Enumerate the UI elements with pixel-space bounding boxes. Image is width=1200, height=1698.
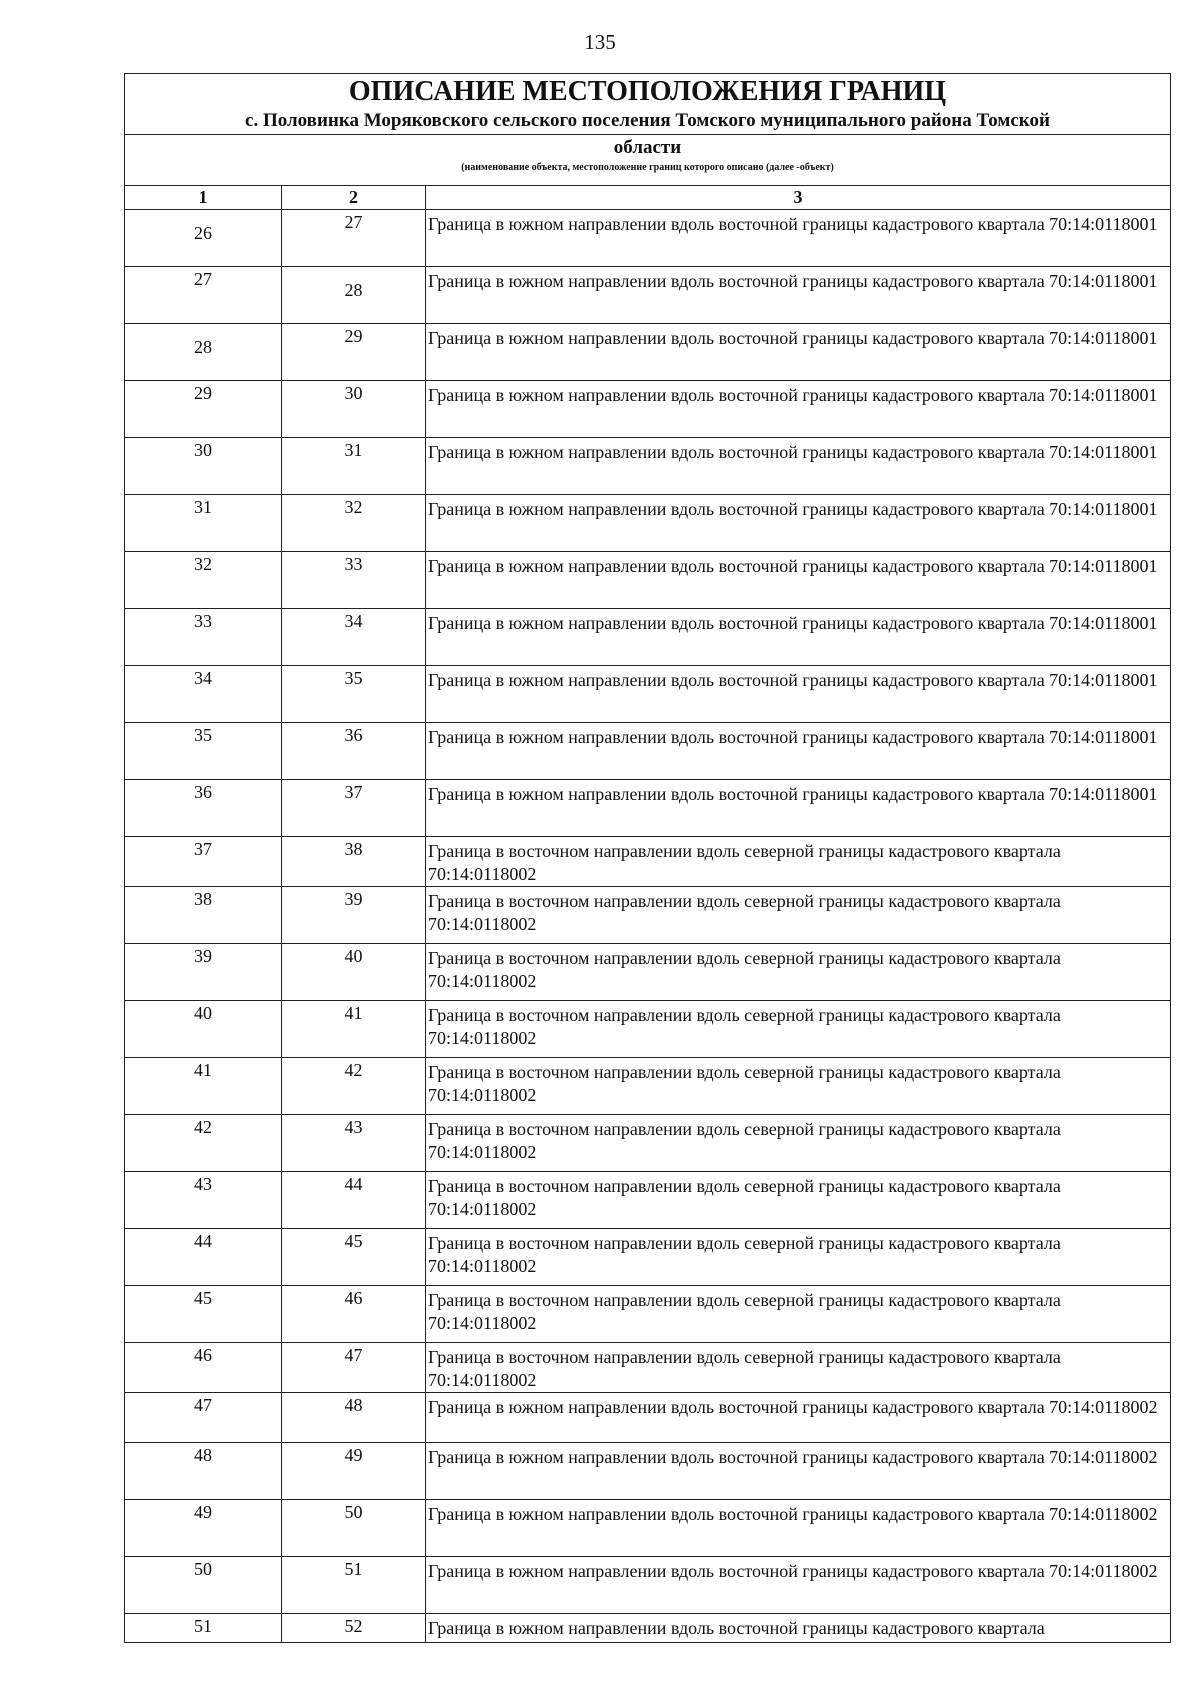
boundary-description-cell-text: Граница в восточном направлении вдоль северной границы кадастрового квартала 70:14:0118002 — [428, 1062, 1061, 1105]
end-point-cell-text: 27 — [344, 212, 363, 232]
table-row — [125, 1001, 1171, 1058]
boundary-description-cell — [426, 1443, 1171, 1500]
start-point-cell — [125, 381, 282, 438]
table-row — [125, 1614, 1171, 1643]
boundary-description-cell — [426, 1500, 1171, 1557]
start-point-cell — [125, 1058, 282, 1115]
document-title: ОПИСАНИЕ МЕСТОПОЛОЖЕНИЯ ГРАНИЦ — [348, 76, 947, 107]
boundary-description-cell — [426, 1557, 1171, 1614]
boundary-description-cell-text: Граница в южном направлении вдоль восточной границы кадастрового квартала — [428, 1618, 1045, 1638]
start-point-cell-text: 49 — [194, 1502, 212, 1522]
table-row — [125, 552, 1171, 609]
boundary-description-cell-text: Граница в южном направлении вдоль восточной границы кадастрового квартала 70:14:0118001 — [428, 670, 1158, 690]
table-body — [125, 74, 1171, 1643]
boundary-description-cell-text: Граница в южном направлении вдоль восточной границы кадастрового квартала 70:14:0118001 — [428, 613, 1158, 633]
boundary-description-cell — [426, 1172, 1171, 1229]
start-point-cell — [125, 780, 282, 837]
end-point-cell-text: 36 — [344, 725, 363, 745]
boundary-description-cell-text: Граница в южном направлении вдоль восточной границы кадастрового квартала 70:14:0118001 — [428, 328, 1158, 348]
boundary-description-cell — [426, 495, 1171, 552]
end-point-cell-text: 47 — [344, 1345, 363, 1365]
start-point-cell-text: 33 — [194, 611, 212, 631]
boundary-description-cell — [426, 887, 1171, 944]
boundary-description-cell-text: Граница в южном направлении вдоль восточной границы кадастрового квартала 70:14:0118001 — [428, 727, 1158, 747]
boundary-description-cell — [426, 1614, 1171, 1643]
start-point-cell — [125, 267, 282, 324]
start-point-cell-text: 44 — [194, 1231, 212, 1251]
boundary-description-cell — [426, 1393, 1171, 1443]
end-point-cell-text: 48 — [344, 1395, 363, 1415]
start-point-cell — [125, 1500, 282, 1557]
start-point-cell — [125, 210, 282, 267]
boundary-description-cell-text: Граница в восточном направлении вдоль северной границы кадастрового квартала 70:14:0118002 — [428, 841, 1061, 884]
table-row — [125, 1058, 1171, 1115]
end-point-cell-text: 28 — [344, 280, 363, 300]
start-point-cell-text: 39 — [194, 946, 212, 966]
end-point-cell-text: 42 — [344, 1060, 363, 1080]
start-point-cell — [125, 552, 282, 609]
boundary-description-cell — [426, 552, 1171, 609]
boundary-description-cell — [426, 324, 1171, 381]
table-row — [125, 1343, 1171, 1393]
end-point-cell — [282, 381, 426, 438]
start-point-cell — [125, 1614, 282, 1643]
end-point-cell — [282, 723, 426, 780]
boundary-description-cell-text: Граница в восточном направлении вдоль северной границы кадастрового квартала 70:14:0118002 — [428, 1233, 1061, 1276]
boundary-description-cell — [426, 944, 1171, 1001]
title-row — [125, 74, 1171, 135]
end-point-cell-text: 37 — [344, 782, 363, 802]
boundary-description-cell — [426, 267, 1171, 324]
boundary-description-cell — [426, 210, 1171, 267]
column-header-row — [125, 186, 1171, 210]
end-point-cell — [282, 1058, 426, 1115]
end-point-cell-text: 44 — [344, 1174, 363, 1194]
end-point-cell-text: 31 — [344, 440, 363, 460]
end-point-cell — [282, 267, 426, 324]
start-point-cell — [125, 1115, 282, 1172]
boundary-description-cell-text: Граница в южном направлении вдоль восточной границы кадастрового квартала 70:14:0118002 — [428, 1504, 1158, 1524]
start-point-cell-text: 41 — [194, 1060, 212, 1080]
table-row — [125, 837, 1171, 887]
end-point-cell-text: 35 — [344, 668, 363, 688]
start-point-cell — [125, 666, 282, 723]
end-point-cell-text: 51 — [344, 1559, 363, 1579]
boundary-description-cell-text: Граница в южном направлении вдоль восточной границы кадастрового квартала 70:14:0118001 — [428, 385, 1158, 405]
end-point-cell-text: 32 — [344, 497, 363, 517]
document-subtitle-line2: области — [613, 137, 682, 158]
end-point-cell — [282, 552, 426, 609]
start-point-cell — [125, 1286, 282, 1343]
boundary-description-cell-text: Граница в южном направлении вдоль восточной границы кадастрового квартала 70:14:0118001 — [428, 556, 1158, 576]
start-point-cell — [125, 1393, 282, 1443]
start-point-cell — [125, 1172, 282, 1229]
end-point-cell — [282, 780, 426, 837]
boundary-description-cell-text: Граница в южном направлении вдоль восточной границы кадастрового квартала 70:14:0118001 — [428, 271, 1158, 291]
end-point-cell — [282, 324, 426, 381]
end-point-cell-text: 52 — [344, 1616, 363, 1636]
boundary-description-cell — [426, 837, 1171, 887]
table-row — [125, 609, 1171, 666]
end-point-cell-text: 34 — [344, 611, 363, 631]
end-point-cell-text: 40 — [344, 946, 363, 966]
table-row — [125, 1557, 1171, 1614]
start-point-cell-text: 31 — [194, 497, 212, 517]
table-row — [125, 1115, 1171, 1172]
start-point-cell — [125, 495, 282, 552]
start-point-cell — [125, 324, 282, 381]
boundary-description-cell-text: Граница в южном направлении вдоль восточной границы кадастрового квартала 70:14:0118001 — [428, 442, 1158, 462]
table-row — [125, 210, 1171, 267]
start-point-cell-text: 34 — [194, 668, 212, 688]
end-point-cell — [282, 210, 426, 267]
boundary-description-cell-text: Граница в южном направлении вдоль восточной границы кадастрового квартала 70:14:0118001 — [428, 499, 1158, 519]
start-point-cell-text: 26 — [194, 223, 212, 243]
boundary-description-cell-text: Граница в восточном направлении вдоль северной границы кадастрового квартала 70:14:0118002 — [428, 1290, 1061, 1333]
start-point-cell-text: 47 — [194, 1395, 212, 1415]
end-point-cell-text: 43 — [344, 1117, 363, 1137]
table-row — [125, 1443, 1171, 1500]
end-point-cell-text: 33 — [344, 554, 363, 574]
start-point-cell — [125, 1229, 282, 1286]
boundary-description-cell — [426, 1343, 1171, 1393]
start-point-cell-text: 30 — [194, 440, 212, 460]
end-point-cell — [282, 1115, 426, 1172]
boundary-description-cell — [426, 1229, 1171, 1286]
start-point-cell-text: 38 — [194, 889, 212, 909]
column-header-3: 3 — [426, 186, 1171, 210]
end-point-cell — [282, 1343, 426, 1393]
end-point-cell-text: 49 — [344, 1445, 363, 1465]
start-point-cell — [125, 609, 282, 666]
boundary-description-cell-text: Граница в южном направлении вдоль восточной границы кадастрового квартала 70:14:0118002 — [428, 1447, 1158, 1467]
table-row — [125, 944, 1171, 1001]
start-point-cell-text: 28 — [194, 337, 212, 357]
start-point-cell-text: 27 — [194, 269, 212, 289]
end-point-cell — [282, 1001, 426, 1058]
end-point-cell — [282, 1557, 426, 1614]
end-point-cell — [282, 944, 426, 1001]
start-point-cell-text: 48 — [194, 1445, 212, 1465]
start-point-cell — [125, 837, 282, 887]
end-point-cell — [282, 887, 426, 944]
end-point-cell — [282, 837, 426, 887]
start-point-cell-text: 42 — [194, 1117, 212, 1137]
document-subtitle-line1: с. Половинка Моряковского сельского поселения Томского муниципального района Томской — [245, 110, 1050, 131]
end-point-cell — [282, 1443, 426, 1500]
boundary-description-cell — [426, 666, 1171, 723]
start-point-cell-text: 36 — [194, 782, 212, 802]
page-number: 135 — [584, 30, 616, 54]
start-point-cell-text: 37 — [194, 839, 212, 859]
end-point-cell-text: 41 — [344, 1003, 363, 1023]
table-row — [125, 1393, 1171, 1443]
boundary-description-cell — [426, 1001, 1171, 1058]
boundary-description-cell-text: Граница в восточном направлении вдоль северной границы кадастрового квартала 70:14:0118002 — [428, 1347, 1061, 1390]
column-header-2: 2 — [282, 186, 426, 210]
end-point-cell — [282, 1393, 426, 1443]
end-point-cell-text: 45 — [344, 1231, 363, 1251]
boundary-description-cell — [426, 381, 1171, 438]
end-point-cell — [282, 438, 426, 495]
end-point-cell-text: 50 — [344, 1502, 363, 1522]
end-point-cell — [282, 495, 426, 552]
start-point-cell-text: 35 — [194, 725, 212, 745]
title-continuation-row — [125, 135, 1171, 186]
boundary-description-cell — [426, 723, 1171, 780]
boundary-description-cell-text: Граница в восточном направлении вдоль северной границы кадастрового квартала 70:14:0118002 — [428, 948, 1061, 991]
start-point-cell-text: 45 — [194, 1288, 212, 1308]
end-point-cell — [282, 1614, 426, 1643]
end-point-cell-text: 29 — [344, 326, 363, 346]
column-header-1: 1 — [125, 186, 282, 210]
start-point-cell — [125, 723, 282, 780]
boundary-description-cell-text: Граница в восточном направлении вдоль северной границы кадастрового квартала 70:14:0118002 — [428, 891, 1061, 934]
start-point-cell-text: 43 — [194, 1174, 212, 1194]
end-point-cell — [282, 609, 426, 666]
table-row — [125, 780, 1171, 837]
start-point-cell-text: 51 — [194, 1616, 212, 1636]
table-row — [125, 1500, 1171, 1557]
end-point-cell — [282, 1286, 426, 1343]
table-row — [125, 438, 1171, 495]
boundary-description-table — [124, 73, 1171, 1643]
title-cell — [125, 74, 1171, 135]
boundary-description-cell — [426, 1058, 1171, 1115]
boundary-description-cell-text: Граница в восточном направлении вдоль северной границы кадастрового квартала 70:14:0118002 — [428, 1005, 1061, 1048]
boundary-description-cell — [426, 1115, 1171, 1172]
table-row — [125, 324, 1171, 381]
end-point-cell — [282, 1500, 426, 1557]
end-point-cell-text: 38 — [344, 839, 363, 859]
boundary-description-cell — [426, 609, 1171, 666]
table-row — [125, 495, 1171, 552]
start-point-cell-text: 29 — [194, 383, 212, 403]
end-point-cell — [282, 1172, 426, 1229]
table-row — [125, 1172, 1171, 1229]
start-point-cell — [125, 1343, 282, 1393]
end-point-cell-text: 30 — [344, 383, 363, 403]
boundary-description-cell-text: Граница в южном направлении вдоль восточной границы кадастрового квартала 70:14:0118002 — [428, 1397, 1158, 1417]
boundary-description-cell-text: Граница в южном направлении вдоль восточной границы кадастрового квартала 70:14:0118002 — [428, 1561, 1158, 1581]
boundary-description-cell — [426, 1286, 1171, 1343]
table-row — [125, 1286, 1171, 1343]
end-point-cell — [282, 1229, 426, 1286]
table-row — [125, 1229, 1171, 1286]
boundary-description-cell-text: Граница в южном направлении вдоль восточной границы кадастрового квартала 70:14:0118001 — [428, 784, 1158, 804]
start-point-cell — [125, 1557, 282, 1614]
start-point-cell-text: 46 — [194, 1345, 212, 1365]
start-point-cell-text: 40 — [194, 1003, 212, 1023]
start-point-cell-text: 32 — [194, 554, 212, 574]
table-row — [125, 381, 1171, 438]
table-row — [125, 666, 1171, 723]
start-point-cell — [125, 887, 282, 944]
start-point-cell — [125, 438, 282, 495]
boundary-description-cell — [426, 780, 1171, 837]
object-name-note: (наименование объекта, местоположение границ которого описано (далее -объект) — [461, 162, 834, 173]
start-point-cell — [125, 1001, 282, 1058]
boundary-description-cell-text: Граница в восточном направлении вдоль северной границы кадастрового квартала 70:14:0118002 — [428, 1119, 1061, 1162]
end-point-cell-text: 39 — [344, 889, 363, 909]
start-point-cell — [125, 944, 282, 1001]
start-point-cell-text: 50 — [194, 1559, 212, 1579]
title-continuation-cell — [125, 135, 1171, 186]
table-row — [125, 723, 1171, 780]
start-point-cell — [125, 1443, 282, 1500]
boundary-description-cell-text: Граница в южном направлении вдоль восточной границы кадастрового квартала 70:14:0118001 — [428, 214, 1158, 234]
table-row — [125, 267, 1171, 324]
table-row — [125, 887, 1171, 944]
end-point-cell — [282, 666, 426, 723]
boundary-description-cell — [426, 438, 1171, 495]
end-point-cell-text: 46 — [344, 1288, 363, 1308]
boundary-description-cell-text: Граница в восточном направлении вдоль северной границы кадастрового квартала 70:14:0118002 — [428, 1176, 1061, 1219]
